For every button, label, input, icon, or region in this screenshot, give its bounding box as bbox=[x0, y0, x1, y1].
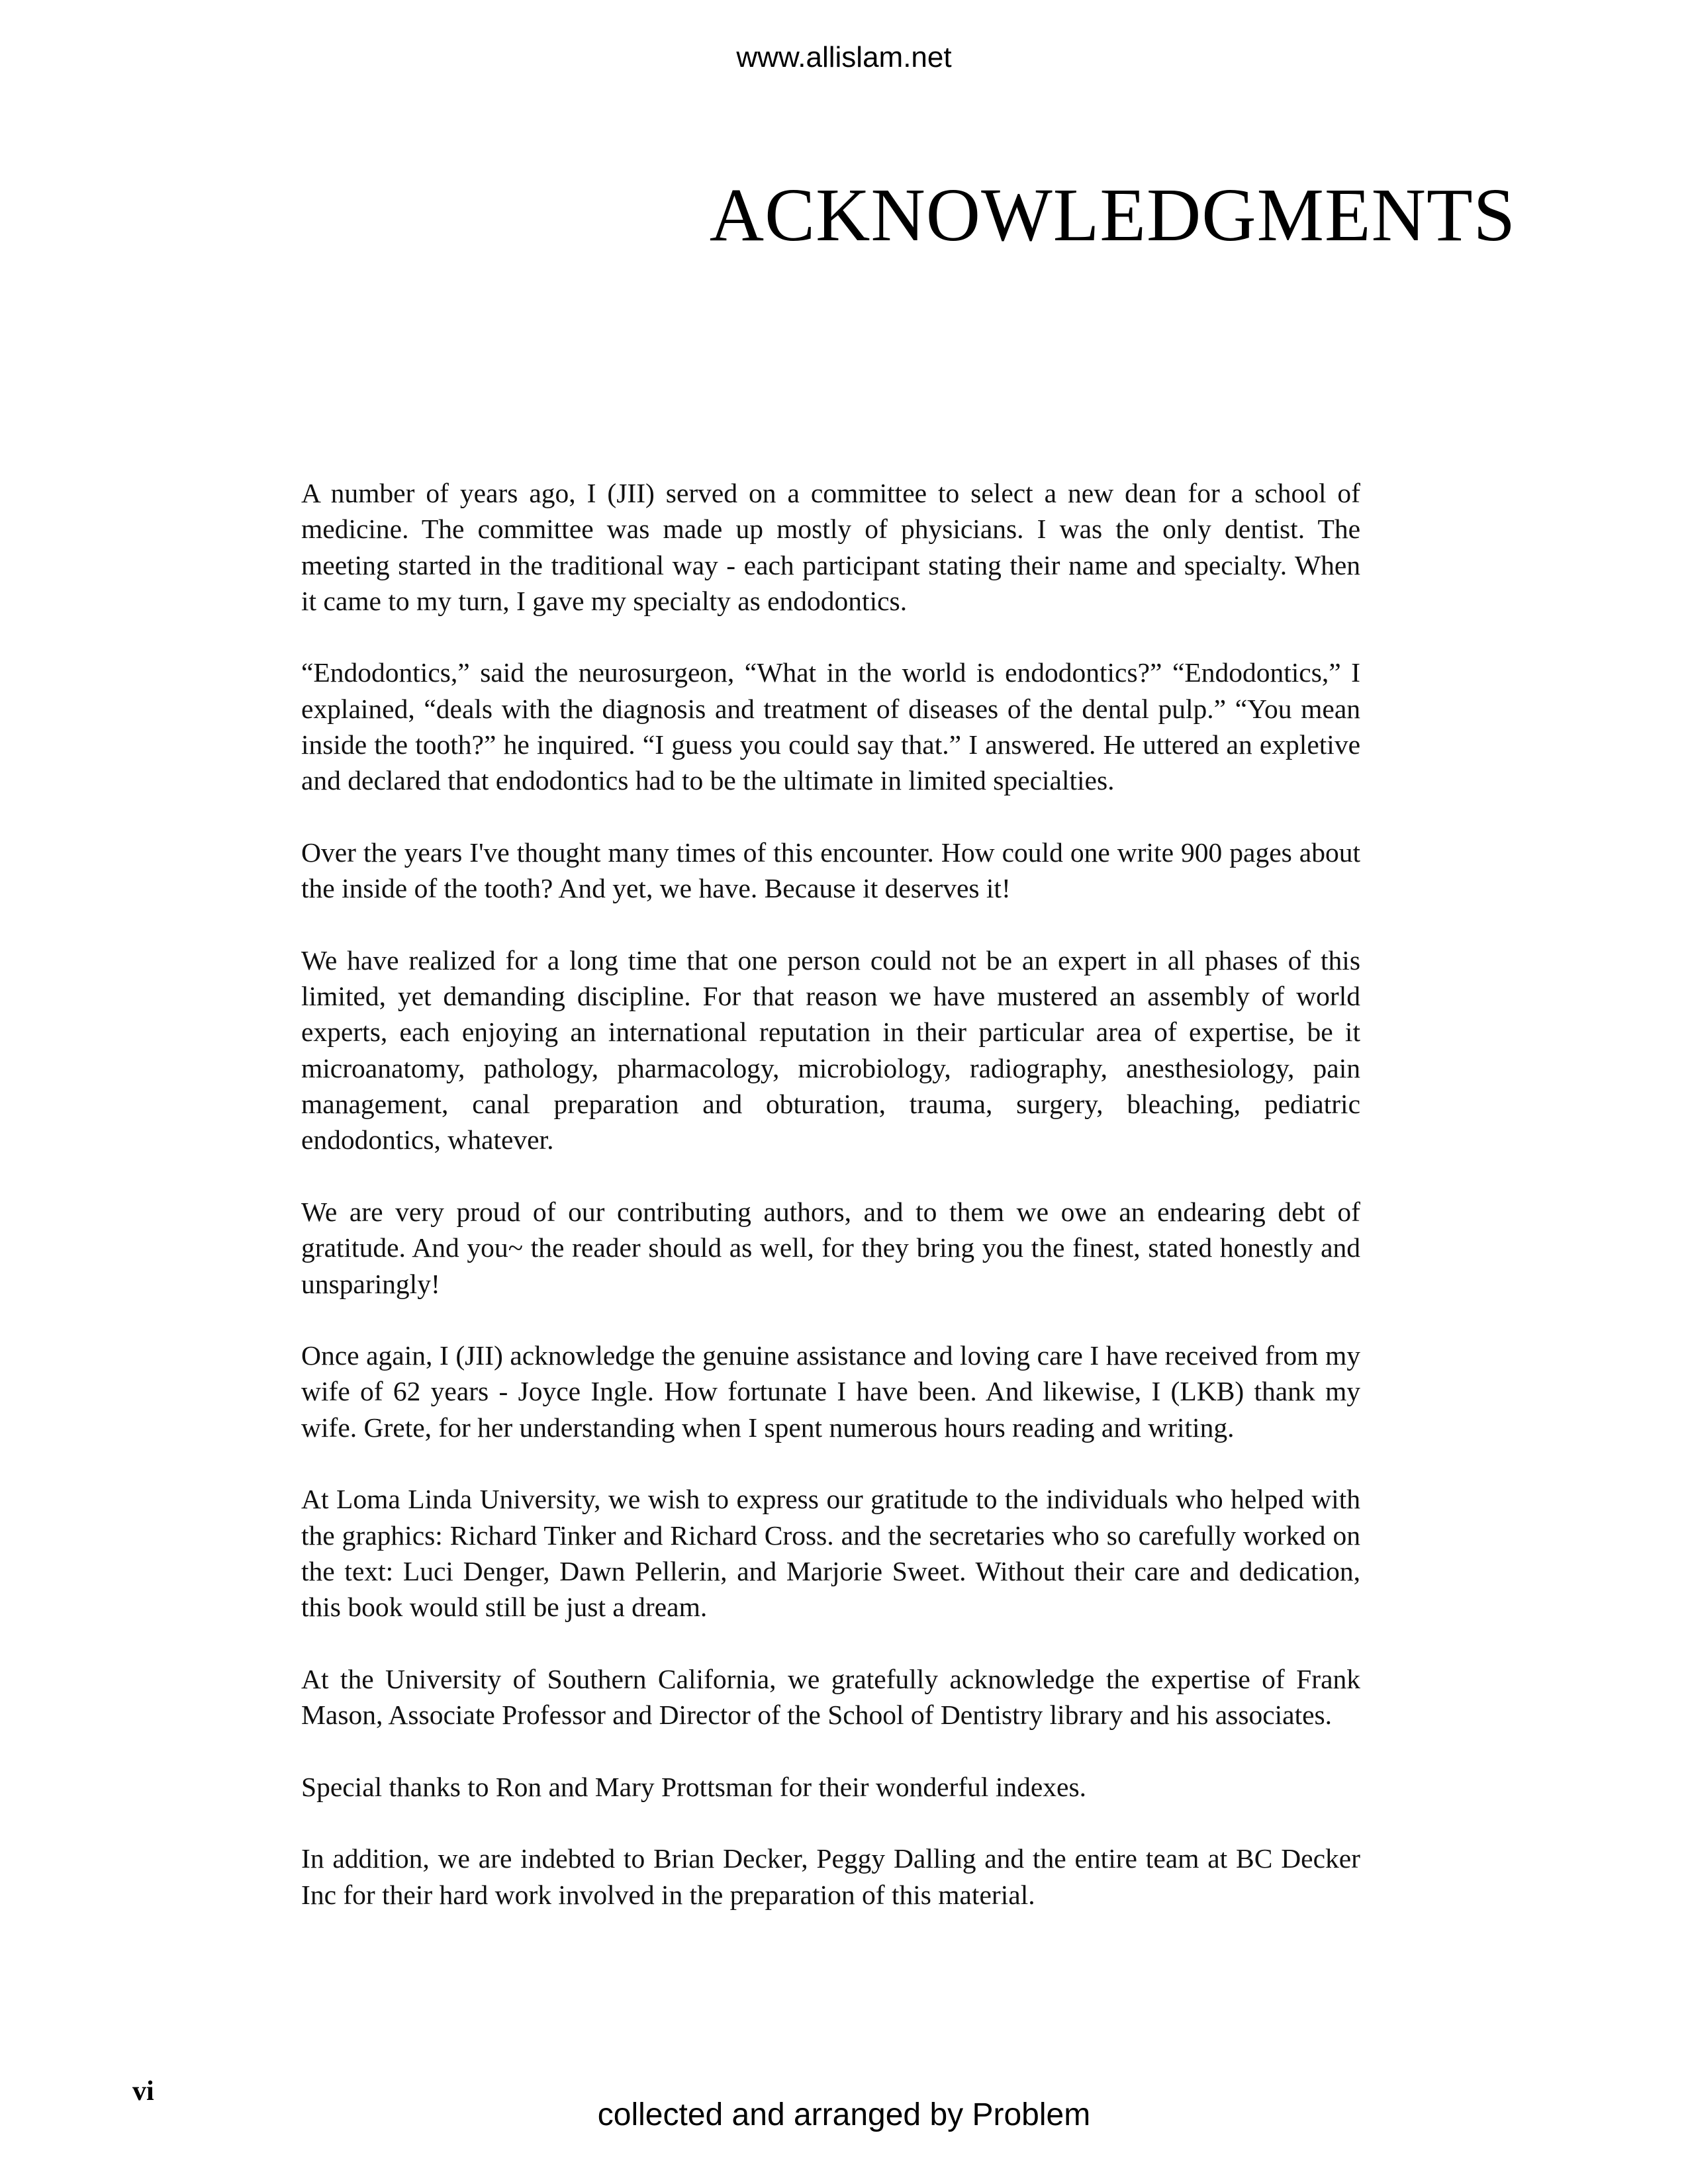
footer-credit: collected and arranged by Problem bbox=[597, 2097, 1091, 2132]
paragraph-7: At Loma Linda University, we wish to express our gratitude to the individuals who helped with the graphics: Richard Tinker and Richard Cross. and the secretaries who so carefully worked on the text: Luci Denger, Dawn Pellerin, and Marjorie Sweet. Without their care and dedication, this book would still be just a dream. bbox=[301, 1484, 1360, 1623]
paragraph-5: We are very proud of our contributing authors, and to them we owe an endearing debt of gratitude. And you~ the reader should as well, for they bring you the finest, stated honestly and unsparingly! bbox=[301, 1196, 1360, 1299]
paragraph-3: Over the years I've thought many times of this encounter. How could one write 900 pages about the inside of the tooth? And yet, we have. Because it deserves it! bbox=[301, 837, 1360, 904]
paragraph-6: Once again, I (JII) acknowledge the genuine assistance and loving care I have received from my wife of 62 years - Joyce Ingle. How fortunate I have been. And likewise, I (LKB) thank my wife. Grete, for her understanding when I spent numerous hours reading and writing. bbox=[301, 1340, 1360, 1443]
header-url: www.allislam.net bbox=[736, 41, 952, 73]
page-title: ACKNOWLEDGMENTS bbox=[709, 173, 1516, 257]
paragraph-10: In addition, we are indebted to Brian Decker, Peggy Dalling and the entire team at BC Decker Inc for their hard work involved in the preparation of this material. bbox=[301, 1843, 1360, 1910]
paragraph-1: A number of years ago, I (JII) served on a committee to select a new dean for a school of medicine. The committee was made up mostly of physicians. I was the only dentist. The meeting started in the traditional way - each participant stating their name and specialty. When it came to my turn, I gave my specialty as endodontics. bbox=[301, 478, 1360, 616]
paragraph-2: “Endodontics,” said the neurosurgeon, “What in the world is endodontics?” “Endodontics,” I explained, “deals with the diagnosis and treatment of diseases of the dental pulp.” “You mean inside the tooth?” he inquired. “I guess you could say that.” I answered. He uttered an expletive and declared that endodontics had to be the ultimate in limited specialties. bbox=[301, 657, 1360, 796]
paragraph-4: We have realized for a long time that one person could not be an expert in all phases of this limited, yet demanding discipline. For that reason we have mustered an assembly of world experts, each enjoying an international reputation in their particular area of expertise, be it microanatomy, pathology, pharmacology, microbiology, radiography, anesthesiology, pain management, canal preparation and obturation, trauma, surgery, bleaching, pediatric endodontics, whatever. bbox=[301, 944, 1360, 1156]
page-number: vi bbox=[132, 2076, 154, 2107]
paragraph-9: Special thanks to Ron and Mary Prottsman for their wonderful indexes. bbox=[301, 1771, 1086, 1802]
acknowledgments-body bbox=[301, 475, 1360, 1948]
paragraph-8: At the University of Southern California, we gratefully acknowledge the expertise of Frank Mason, Associate Professor and Director of the School of Dentistry library and his associates. bbox=[301, 1663, 1360, 1731]
